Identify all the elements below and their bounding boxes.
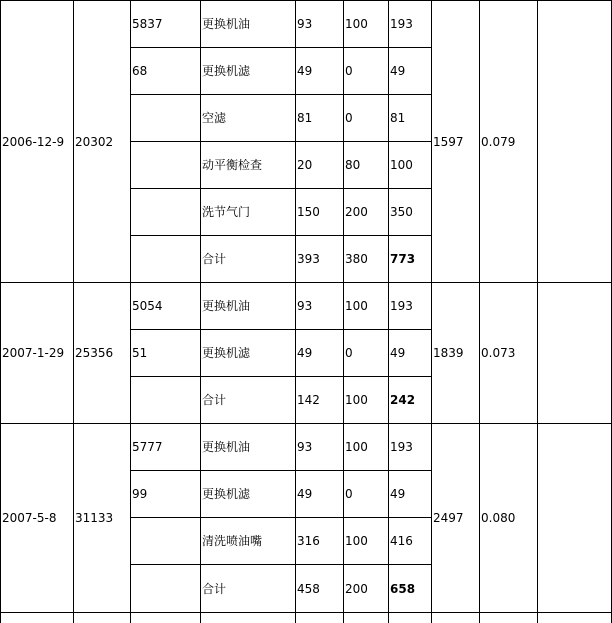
item-cell: 洗节气门 [201,189,296,236]
rate-cell: 0.073 [480,283,538,424]
date-cell: 2007-1-29 [1,283,74,424]
parts-cell: 150 [296,189,344,236]
mileage-cell: 25356 [74,283,131,424]
subtotal-cell: 350 [389,189,432,236]
empty-cell [131,613,201,623]
ref-top-cell: 5837 [131,1,201,48]
labor-cell: 100 [344,424,389,471]
parts-cell: 93 [296,1,344,48]
ref-bottom-cell: 68 [131,48,201,95]
table-row [1,1,612,48]
empty-cell [432,613,480,623]
ref-empty-cell [131,189,201,236]
item-cell: 合计 [201,236,296,283]
labor-cell: 0 [344,471,389,518]
subtotal-cell: 49 [389,48,432,95]
distance-cell: 1597 [432,1,480,283]
ref-empty-cell [131,95,201,142]
labor-cell: 200 [344,189,389,236]
rate-cell: 0.079 [480,1,538,283]
item-cell: 合计 [201,377,296,424]
mileage-cell: 20302 [74,1,131,283]
parts-cell: 458 [296,565,344,613]
table-row [1,424,612,471]
labor-cell: 100 [344,283,389,330]
distance-cell: 1839 [432,283,480,424]
empty-cell [344,613,389,623]
parts-cell: 49 [296,48,344,95]
labor-cell: 200 [344,565,389,613]
blank-cell [538,283,612,424]
parts-cell: 316 [296,518,344,565]
empty-cell [74,613,131,623]
ref-bottom-cell: 99 [131,471,201,518]
blank-cell [538,424,612,613]
subtotal-cell: 49 [389,471,432,518]
rate-cell: 0.080 [480,424,538,613]
parts-cell: 20 [296,142,344,189]
total-cell: 242 [389,377,432,424]
table-row [1,283,612,330]
parts-cell: 49 [296,330,344,377]
ref-top-cell: 5777 [131,424,201,471]
item-cell: 合计 [201,565,296,613]
ref-empty-cell [131,377,201,424]
ref-top-cell: 5054 [131,283,201,330]
item-cell: 更换机油 [201,1,296,48]
item-cell: 更换机油 [201,424,296,471]
item-cell: 空滤 [201,95,296,142]
parts-cell: 93 [296,424,344,471]
parts-cell: 142 [296,377,344,424]
item-cell: 更换机油 [201,283,296,330]
item-cell: 更换机滤 [201,471,296,518]
table-row [1,613,612,623]
distance-cell: 2497 [432,424,480,613]
empty-cell [1,613,74,623]
labor-cell: 100 [344,377,389,424]
empty-cell [538,613,612,623]
parts-cell: 49 [296,471,344,518]
subtotal-cell: 193 [389,424,432,471]
mileage-cell: 31133 [74,424,131,613]
parts-cell: 393 [296,236,344,283]
labor-cell: 100 [344,518,389,565]
ref-empty-cell [131,565,201,613]
empty-cell [296,613,344,623]
subtotal-cell: 49 [389,330,432,377]
labor-cell: 100 [344,1,389,48]
total-cell: 658 [389,565,432,613]
total-cell: 773 [389,236,432,283]
date-cell: 2006-12-9 [1,1,74,283]
labor-cell: 0 [344,95,389,142]
ref-bottom-cell: 51 [131,330,201,377]
subtotal-cell: 81 [389,95,432,142]
subtotal-cell: 193 [389,283,432,330]
parts-cell: 93 [296,283,344,330]
labor-cell: 80 [344,142,389,189]
blank-cell [538,1,612,283]
labor-cell: 380 [344,236,389,283]
item-cell: 更换机滤 [201,330,296,377]
subtotal-cell: 100 [389,142,432,189]
date-cell: 2007-5-8 [1,424,74,613]
parts-cell: 81 [296,95,344,142]
empty-cell [201,613,296,623]
ref-empty-cell [131,518,201,565]
labor-cell: 0 [344,330,389,377]
ref-empty-cell [131,236,201,283]
item-cell: 动平衡检查 [201,142,296,189]
item-cell: 更换机滤 [201,48,296,95]
empty-cell [480,613,538,623]
labor-cell: 0 [344,48,389,95]
empty-cell [389,613,432,623]
subtotal-cell: 193 [389,1,432,48]
ref-empty-cell [131,142,201,189]
item-cell: 清洗喷油嘴 [201,518,296,565]
subtotal-cell: 416 [389,518,432,565]
